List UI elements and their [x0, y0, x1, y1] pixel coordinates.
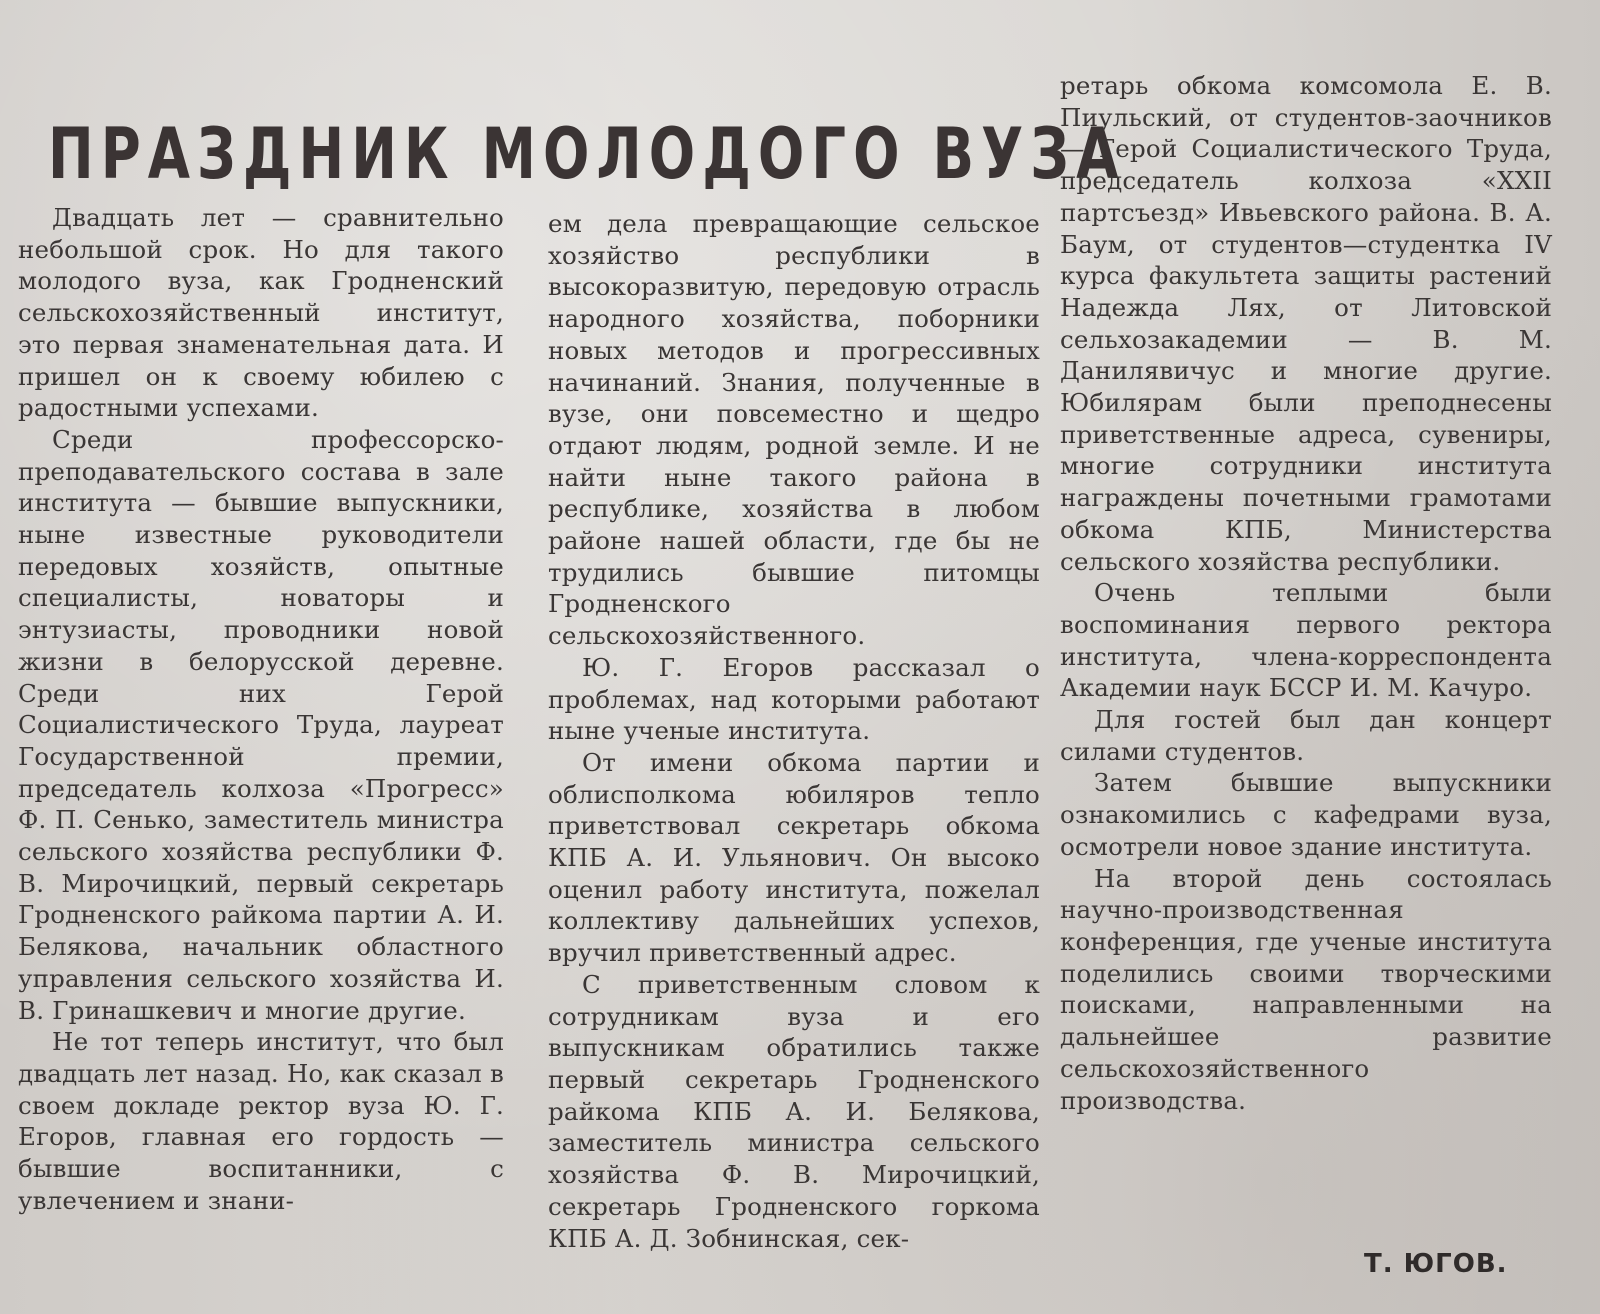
paragraph: Для гостей был дан концерт силами студентов.	[1060, 705, 1552, 766]
paragraph: ретарь обкома комсомола Е. В. Пиульский, от студентов-заочников — Герой Социалистического Труда, председатель колхоза «XXII партсъезд» Ивьевского района. В. А. Баум, от студентов—студентка IV курса факультета защиты растений Надежда Лях, от Литовской сельхозакадемии — В. М. Данилявичус и многие другие. Юбилярам были преподнесены приветственные адреса, сувениры, многие сотрудники института награждены почетными грамотами обкома КПБ, Министерства сельского хозяйства республики.	[1060, 71, 1552, 576]
paragraph: Очень теплыми были воспоминания первого ректора института, члена-корреспондента Академии наук БССР И. М. Качуро.	[1060, 578, 1552, 703]
paragraph: С приветственным словом к сотрудникам вуза и его выпускникам обратились также первый секретарь Гродненского райкома КПБ А. И. Белякова, заместитель министра сельского хозяйства Ф. В. Мирочицкий, секретарь Гродненского горкома КПБ А. Д. Зобнинская, сек-	[548, 969, 1040, 1253]
paragraph: ем дела превращающие сельское хозяйство республики в высокоразвитую, передовую отрасль народного хозяйства, поборники новых методов и прогрессивных начинаний. Знания, полученные в вузе, они повсеместно и щедро отдают людям, родной земле. И не найти ныне такого района в республике, хозяйства в любом районе нашей области, где бы не трудились бывшие питомцы Гродненского сельскохозяйственного.	[548, 209, 1040, 651]
article-column-2	[548, 208, 1040, 1254]
paragraph: Двадцать лет — сравнительно небольшой срок. Но для такого молодого вуза, как Гродненский сельскохозяйственный институт, это первая знаменательная дата. И пришел он к своему юбилею с радостными успехами.	[18, 203, 504, 423]
paragraph: Затем бывшие выпускники ознакомились с кафедрами вуза, осмотрели новое здание института.	[1060, 768, 1552, 861]
article-headline: ПРАЗДНИК МОЛОДОГО ВУЗА	[48, 113, 1126, 195]
paragraph: Среди профессорско-преподавательского состава в зале института — бывшие выпускники, ныне известные руководители передовых хозяйств, опытные специалисты, новаторы и энтузиасты, проводники новой жизни в белорусской деревне. Среди них Герой Социалистического Труда, лауреат Государственной премии, председатель колхоза «Прогресс» Ф. П. Сенько, заместитель министра сельского хозяйства республики Ф. В. Мирочицкий, первый секретарь Гродненского райкома партии А. И. Белякова, начальник областного управления сельского хозяйства И. В. Гринашкевич и многие другие.	[18, 424, 504, 1025]
article-column-3	[1060, 70, 1552, 1116]
paragraph: Не тот теперь институт, что был двадцать лет назад. Но, как сказал в своем докладе ректор вуза Ю. Г. Егоров, главная его гордость — бывшие воспитанники, с увлечением и знани-	[18, 1027, 504, 1215]
article-column-1	[18, 202, 504, 1217]
paragraph: Ю. Г. Егоров рассказал о проблемах, над которыми работают ныне ученые института.	[548, 652, 1040, 746]
paragraph: На второй день состоялась научно-производственная конференция, где ученые института поделились своими творческими поисками, направленными на дальнейшее развитие сельскохозяйственного производства.	[1060, 863, 1552, 1115]
author-signature: Т. ЮГОВ.	[1364, 1249, 1508, 1279]
paragraph: От имени обкома партии и облисполкома юбиляров тепло приветствовал секретарь обкома КПБ А. И. Ульянович. Он высоко оценил работу института, пожелал коллективу дальнейших успехов, вручил приветственный адрес.	[548, 747, 1040, 968]
